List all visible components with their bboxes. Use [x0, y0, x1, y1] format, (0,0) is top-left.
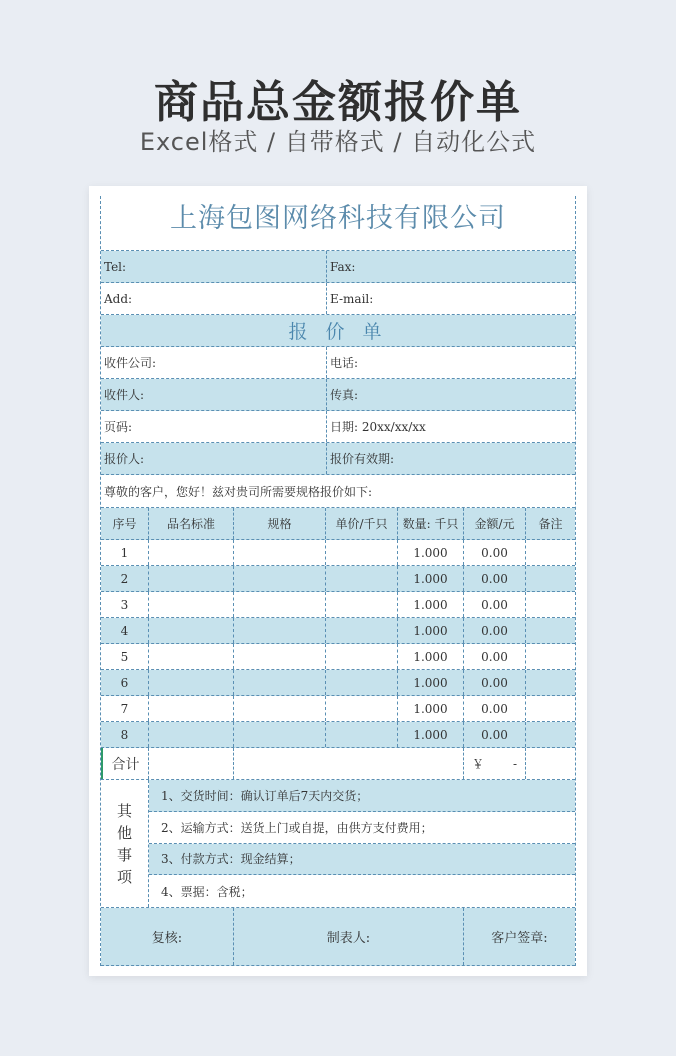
row-index: 3 [101, 592, 149, 617]
row-unit-price[interactable] [326, 618, 398, 643]
info-row-1 [101, 347, 575, 379]
info-row-4 [101, 443, 575, 475]
notes-char-4: 项 [116, 867, 132, 886]
quote-sheet [89, 186, 587, 976]
total-spacer-2 [234, 748, 464, 779]
table-row [101, 670, 575, 696]
header-amount: 金额/元 [464, 508, 526, 539]
row-quantity[interactable]: 1.000 [398, 592, 464, 617]
row-spec[interactable] [234, 540, 326, 565]
row-product[interactable] [149, 592, 234, 617]
row-remark[interactable] [526, 618, 575, 643]
row-product[interactable] [149, 566, 234, 591]
row-index: 5 [101, 644, 149, 669]
validity-label: 报价有效期: [330, 452, 395, 466]
row-unit-price[interactable] [326, 592, 398, 617]
row-index: 1 [101, 540, 149, 565]
row-spec[interactable] [234, 696, 326, 721]
row-amount: 0.00 [464, 566, 526, 591]
row-amount: 0.00 [464, 722, 526, 747]
header-index: 序号 [101, 508, 149, 539]
row-remark[interactable] [526, 540, 575, 565]
row-quantity[interactable]: 1.000 [398, 644, 464, 669]
email-label: E-mail: [330, 291, 374, 306]
row-unit-price[interactable] [326, 566, 398, 591]
recipient-label: 收件人: [101, 379, 327, 410]
notes-list [149, 780, 575, 907]
row-remark[interactable] [526, 696, 575, 721]
fax-label: Fax: [330, 259, 356, 274]
total-row [101, 748, 575, 780]
total-remark [526, 748, 575, 779]
contact-row-2 [101, 283, 575, 315]
row-index: 6 [101, 670, 149, 695]
table-row [101, 592, 575, 618]
table-header-row [101, 508, 575, 540]
row-product[interactable] [149, 722, 234, 747]
row-product[interactable] [149, 540, 234, 565]
spreadsheet-grid [100, 196, 576, 966]
row-remark[interactable] [526, 670, 575, 695]
header-remark: 备注 [538, 517, 563, 531]
signature-row [101, 908, 575, 966]
quoter-label: 报价人: [101, 443, 327, 474]
page-number-label: 页码: [101, 411, 327, 442]
table-row [101, 618, 575, 644]
greeting-row [101, 475, 575, 508]
row-spec[interactable] [234, 592, 326, 617]
row-product[interactable] [149, 618, 234, 643]
address-label: Add: [101, 283, 327, 314]
row-index: 7 [101, 696, 149, 721]
row-amount: 0.00 [464, 618, 526, 643]
row-spec[interactable] [234, 670, 326, 695]
table-row [101, 566, 575, 592]
row-amount: 0.00 [464, 670, 526, 695]
notes-char-1: 其 [116, 801, 132, 820]
info-row-2 [101, 379, 575, 411]
table-row [101, 696, 575, 722]
row-product[interactable] [149, 644, 234, 669]
note-payment: 3、付款方式：现金结算； [149, 844, 575, 876]
customer-sign-label: 客户签章: [491, 931, 548, 946]
total-value: - [512, 756, 517, 771]
total-label: 合计 [101, 748, 149, 779]
row-quantity[interactable]: 1.000 [398, 670, 464, 695]
row-remark[interactable] [526, 592, 575, 617]
row-product[interactable] [149, 696, 234, 721]
greeting-text: 尊敬的客户，您好！兹对贵司所需要规格报价如下: [104, 484, 373, 499]
note-shipping: 2、运输方式：送货上门或自提，由供方支付费用； [149, 812, 575, 844]
page-subtitle: Excel格式 / 自带格式 / 自动化公式 [139, 128, 537, 156]
tel-label: Tel: [101, 251, 327, 282]
doc-title-row [101, 315, 575, 347]
row-amount: 0.00 [464, 592, 526, 617]
row-spec[interactable] [234, 644, 326, 669]
row-quantity[interactable]: 1.000 [398, 540, 464, 565]
note-invoice: 4、票据：含税； [161, 884, 253, 899]
total-amount [464, 748, 526, 779]
row-quantity[interactable]: 1.000 [398, 618, 464, 643]
row-unit-price[interactable] [326, 540, 398, 565]
page-title: 商品总金额报价单 [154, 77, 522, 128]
header-quantity: 数量: 千只 [398, 508, 464, 539]
row-quantity[interactable]: 1.000 [398, 566, 464, 591]
table-row [101, 644, 575, 670]
row-unit-price[interactable] [326, 696, 398, 721]
row-quantity[interactable]: 1.000 [398, 722, 464, 747]
notes-heading [101, 780, 149, 907]
review-label: 复核: [101, 908, 234, 965]
row-remark[interactable] [526, 566, 575, 591]
row-index: 2 [101, 566, 149, 591]
note-delivery-time: 1、交货时间：确认订单后7天内交货； [149, 780, 575, 812]
row-amount: 0.00 [464, 696, 526, 721]
notes-char-3: 事 [116, 845, 132, 864]
row-spec[interactable] [234, 566, 326, 591]
doc-title: 报 价 单 [288, 321, 388, 343]
row-quantity[interactable]: 1.000 [398, 696, 464, 721]
table-row [101, 722, 575, 748]
row-remark[interactable] [526, 644, 575, 669]
company-name: 上海包图网络科技有限公司 [101, 196, 575, 251]
total-spacer-1 [149, 748, 234, 779]
row-index: 8 [101, 722, 149, 747]
row-product[interactable] [149, 670, 234, 695]
phone-label: 电话: [330, 356, 359, 370]
table-row [101, 540, 575, 566]
row-spec[interactable] [234, 618, 326, 643]
row-amount: 0.00 [464, 540, 526, 565]
contact-row-1 [101, 251, 575, 283]
recipient-company-label: 收件公司: [101, 347, 327, 378]
header-spec: 规格 [234, 508, 326, 539]
date-label: 日期: 20xx/xx/xx [330, 420, 426, 434]
row-unit-price[interactable] [326, 670, 398, 695]
item-rows [101, 540, 575, 748]
row-amount: 0.00 [464, 644, 526, 669]
row-unit-price[interactable] [326, 644, 398, 669]
notes-char-2: 他 [116, 823, 132, 842]
header-unit-price: 单价/千只 [326, 508, 398, 539]
row-remark[interactable] [526, 722, 575, 747]
header-product: 品名标准 [149, 508, 234, 539]
currency-symbol: ￥ [472, 757, 485, 771]
row-spec[interactable] [234, 722, 326, 747]
row-index: 4 [101, 618, 149, 643]
maker-label: 制表人: [234, 908, 464, 965]
row-unit-price[interactable] [326, 722, 398, 747]
info-row-3 [101, 411, 575, 443]
fax-cn-label: 传真: [330, 388, 359, 402]
notes-section [101, 780, 575, 908]
